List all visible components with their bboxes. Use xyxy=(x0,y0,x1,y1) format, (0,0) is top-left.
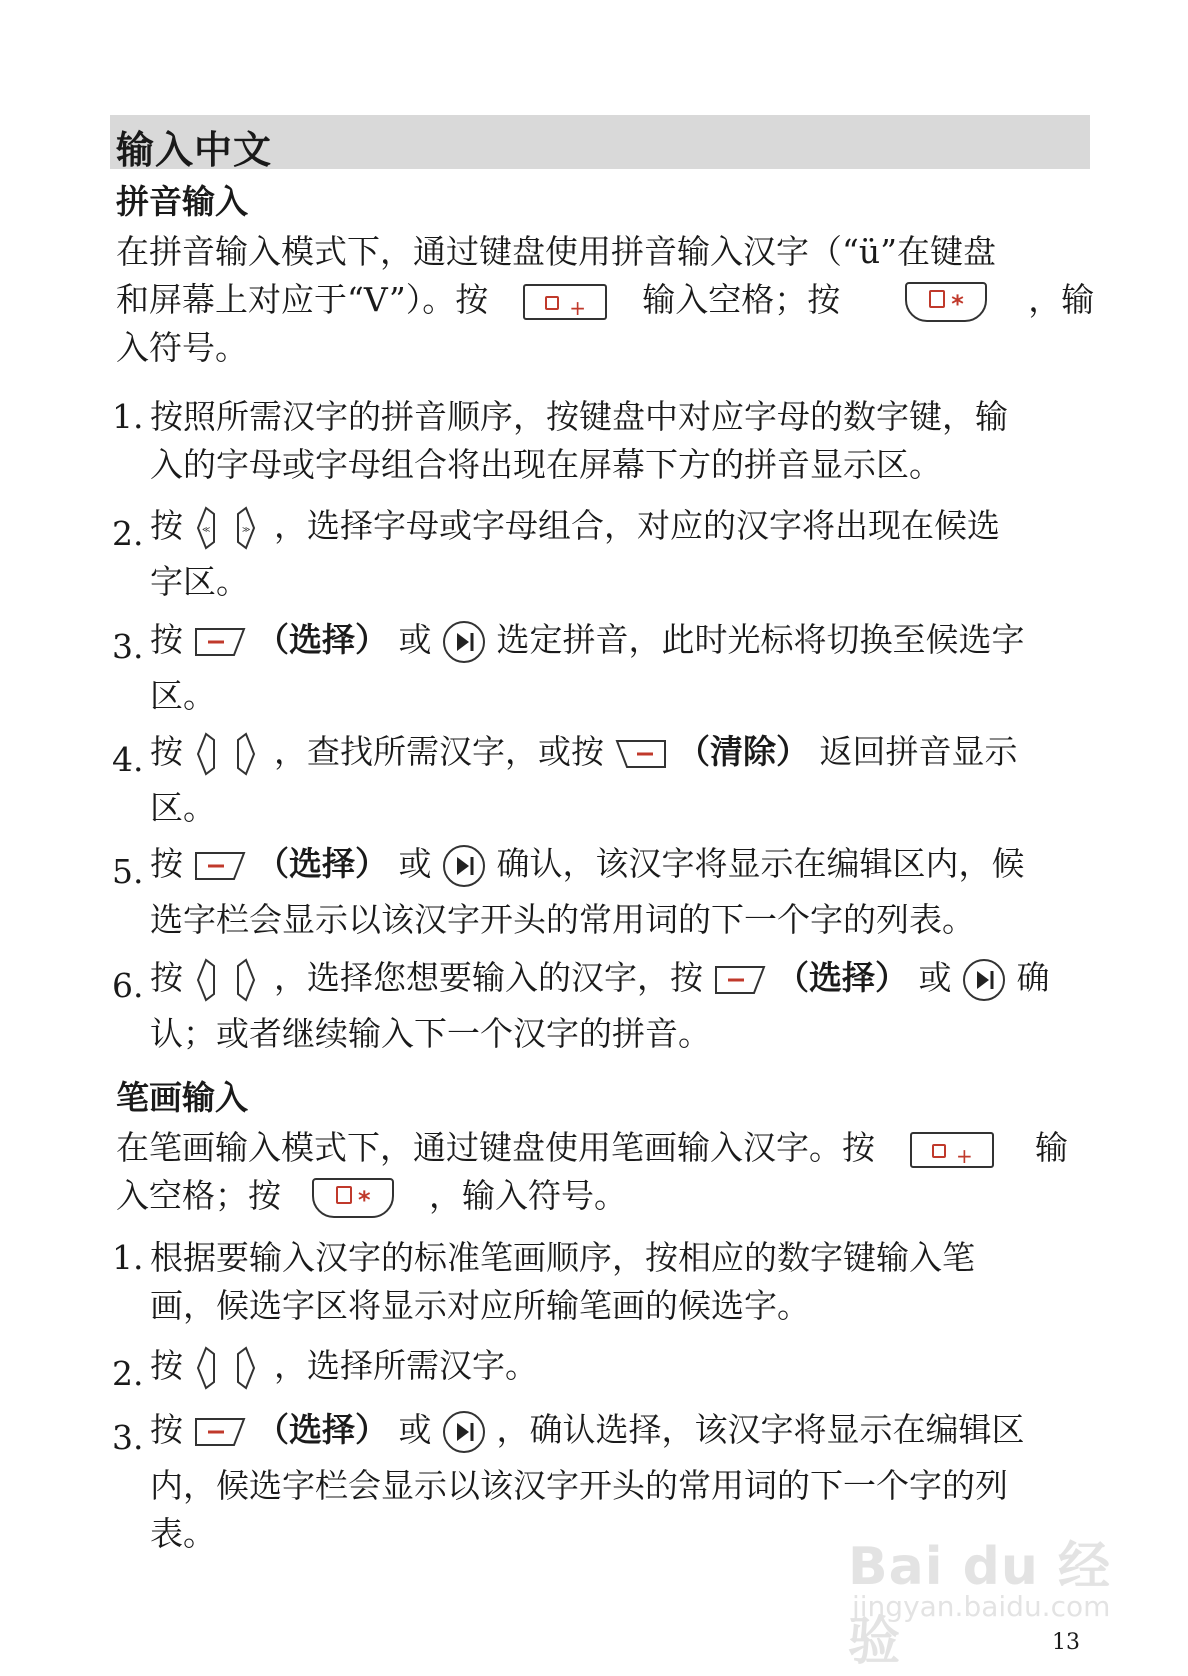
pinyin-intro-line2 xyxy=(116,280,1094,322)
pinyin-step2-line2: 字区。 xyxy=(150,562,249,601)
step-text: ，选择所需汉字。 xyxy=(274,1346,538,1385)
step-text: ，确认选择，该汉字将显示在编辑区 xyxy=(496,1410,1025,1449)
step-text: 选定拼音，此时光标将切换至候选字 xyxy=(496,620,1025,659)
pinyin-step2-line1 xyxy=(150,506,1000,550)
pinyin-intro-text-b: 输入空格；按 xyxy=(642,280,841,319)
pinyin-step3-number: 3. xyxy=(112,627,144,666)
step-text: 按 xyxy=(150,1346,183,1385)
watermark-main: Bai du 经验 xyxy=(848,1537,1111,1672)
stroke-step3-number: 3. xyxy=(112,1418,144,1457)
left-softkey-icon xyxy=(194,625,246,659)
pinyin-step5-number: 5. xyxy=(112,852,144,891)
clear-label: （清除） xyxy=(677,732,809,771)
pinyin-step1-line2: 入的字母或字母组合将出现在屏幕下方的拼音显示区。 xyxy=(150,445,942,484)
star-symbol-key-icon: * xyxy=(312,1178,394,1218)
pinyin-intro-line1: 在拼音输入模式下，通过键盘使用拼音输入汉字（“ü”在键盘 xyxy=(116,232,996,271)
step-text: 按 xyxy=(150,844,183,883)
stroke-intro-text-b: 输 xyxy=(1035,1128,1068,1167)
step-text: ，选择您想要输入的汉字，按 xyxy=(274,958,703,997)
stroke-step3-line3: 表。 xyxy=(150,1514,216,1553)
step-text: 按 xyxy=(150,620,183,659)
step-text: 按 xyxy=(150,506,183,545)
ok-play-key-icon xyxy=(442,620,486,664)
step-text: 返回拼音显示 xyxy=(819,732,1018,771)
left-right-navigation-icon xyxy=(194,1346,264,1390)
left-softkey-icon xyxy=(194,1415,246,1449)
stroke-intro-text-d: ，输入符号。 xyxy=(429,1176,627,1215)
step-text: ，选择字母或字母组合，对应的汉字将出现在候选 xyxy=(274,506,1000,545)
step-text: 或 xyxy=(398,844,432,883)
stroke-intro-line1 xyxy=(116,1128,1068,1168)
step-text: 或 xyxy=(398,620,432,659)
space-key-icon: + xyxy=(910,1132,994,1168)
pinyin-intro-text-c: ，输 xyxy=(1028,280,1095,319)
stroke-intro-text-a: 在笔画输入模式下，通过键盘使用笔画输入汉字。按 xyxy=(116,1128,875,1167)
left-right-navigation-icon xyxy=(194,732,264,776)
left-right-navigation-icon xyxy=(194,958,264,1002)
pinyin-step6-line2: 认；或者继续输入下一个汉字的拼音。 xyxy=(150,1014,711,1053)
stroke-step3-line2: 内，候选字栏会显示以该汉字开头的常用词的下一个字的列 xyxy=(150,1466,1008,1505)
step-text: 按 xyxy=(150,958,183,997)
pinyin-step4-line2: 区。 xyxy=(150,788,216,827)
ok-play-key-icon xyxy=(442,1410,486,1454)
star-symbol-key-icon: * xyxy=(905,282,987,322)
svg-text:≫: ≫ xyxy=(241,525,250,534)
pinyin-step6-number: 6. xyxy=(112,966,144,1005)
step-text: ，查找所需汉字，或按 xyxy=(274,732,604,771)
select-label: （选择） xyxy=(256,1410,388,1449)
page-number: 13 xyxy=(1052,1630,1080,1655)
select-label: （选择） xyxy=(256,620,388,659)
stroke-step1-line2: 画，候选字区将显示对应所输笔画的候选字。 xyxy=(150,1286,810,1325)
select-label: （选择） xyxy=(776,958,908,997)
section-title-bar xyxy=(110,115,1090,172)
right-softkey-icon xyxy=(615,737,667,771)
left-softkey-icon xyxy=(714,963,766,997)
step-text: 确认，该汉字将显示在编辑区内，候 xyxy=(496,844,1025,883)
pinyin-step4-number: 4. xyxy=(112,740,144,779)
stroke-intro-line2 xyxy=(116,1176,627,1218)
pinyin-intro-line3: 入符号。 xyxy=(116,328,248,367)
step-text: 或 xyxy=(918,958,952,997)
pinyin-step3-line2: 区。 xyxy=(150,676,216,715)
stroke-step1-line1: 根据要输入汉字的标准笔画顺序，按相应的数字键输入笔 xyxy=(150,1238,975,1277)
pinyin-step5-line1 xyxy=(150,844,1025,888)
stroke-step2-number: 2. xyxy=(112,1354,144,1393)
pinyin-step3-line1 xyxy=(150,620,1025,664)
svg-text:≪: ≪ xyxy=(201,525,210,534)
pinyin-step2-number: 2. xyxy=(112,514,144,553)
pinyin-step1-line1: 按照所需汉字的拼音顺序，按键盘中对应字母的数字键，输 xyxy=(150,397,1008,436)
left-softkey-icon xyxy=(194,849,246,883)
space-key-icon: + xyxy=(523,284,607,320)
step-text: 或 xyxy=(398,1410,432,1449)
pinyin-intro-text-a: 和屏幕上对应于“V”）。按 xyxy=(116,280,489,319)
left-right-navigation-icon xyxy=(194,506,264,550)
page-title: 输入中文 xyxy=(116,128,273,172)
pinyin-step5-line2: 选字栏会显示以该汉字开头的常用词的下一个字的列表。 xyxy=(150,900,975,939)
ok-play-key-icon xyxy=(962,958,1006,1002)
pinyin-step1-number: 1. xyxy=(112,397,144,436)
stroke-step2-line1 xyxy=(150,1346,538,1390)
stroke-heading: 笔画输入 xyxy=(116,1078,248,1117)
stroke-step3-line1 xyxy=(150,1410,1025,1454)
stroke-intro-text-c: 入空格；按 xyxy=(116,1176,281,1215)
step-text: 按 xyxy=(150,1410,183,1449)
step-text: 按 xyxy=(150,732,183,771)
watermark-url: jingyan.baidu.com xyxy=(852,1590,1111,1623)
ok-play-key-icon xyxy=(442,844,486,888)
select-label: （选择） xyxy=(256,844,388,883)
pinyin-heading: 拼音输入 xyxy=(116,182,248,221)
pinyin-step6-line1 xyxy=(150,958,1050,1002)
step-text: 确 xyxy=(1016,958,1050,997)
stroke-step1-number: 1. xyxy=(112,1238,144,1277)
pinyin-step4-line1 xyxy=(150,732,1018,776)
